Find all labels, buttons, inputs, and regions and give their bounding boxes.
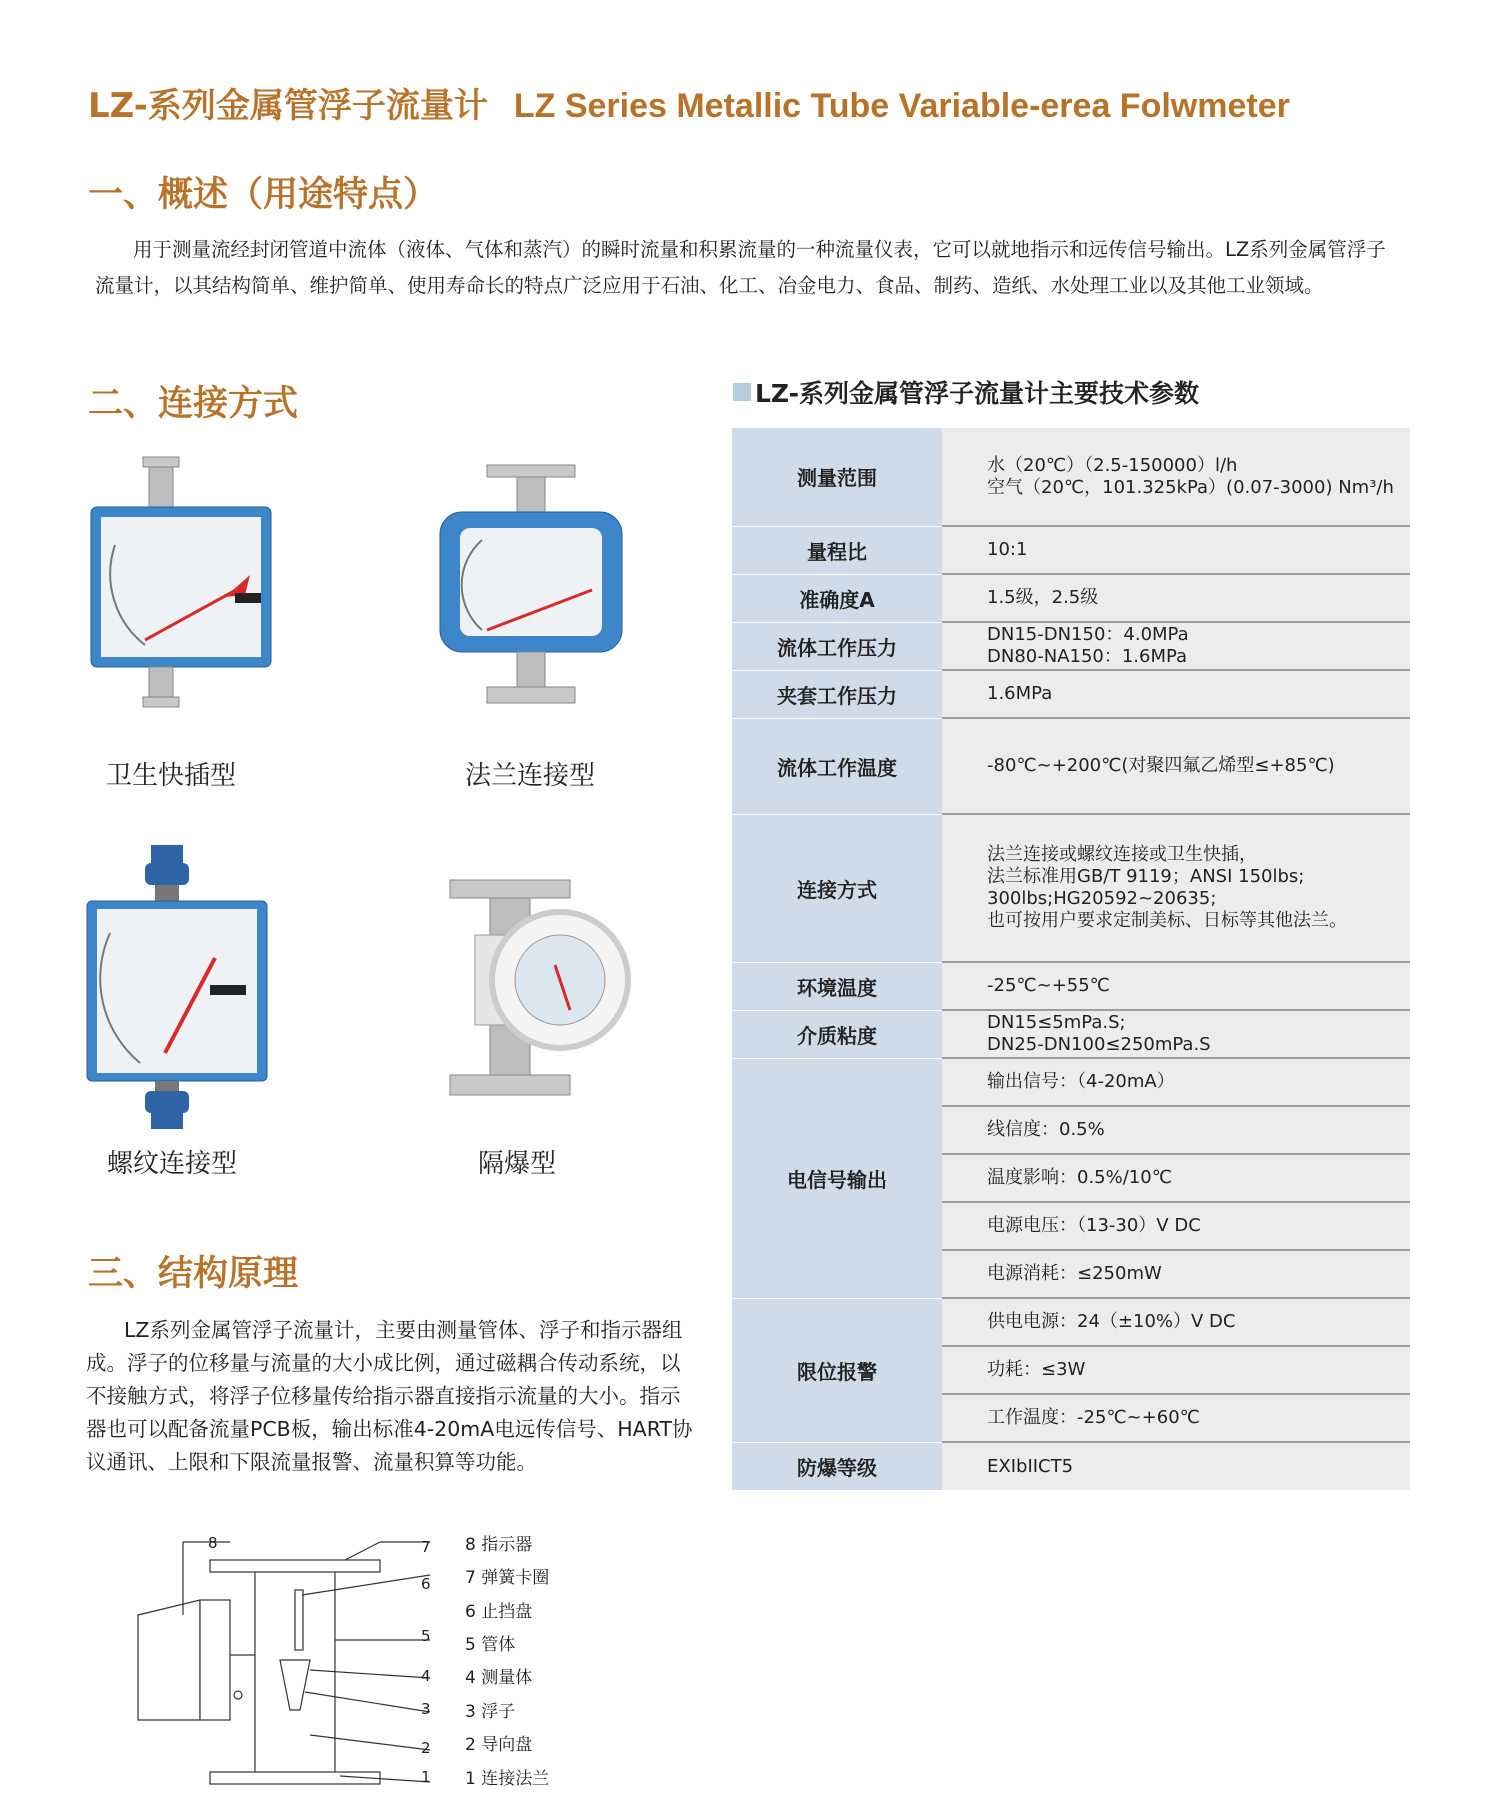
spec-value — [942, 428, 1410, 526]
spec-value: EXIbIICT5 — [942, 1442, 1410, 1490]
table-row — [732, 526, 1410, 574]
legend-item: 2 导向盘 — [465, 1735, 533, 1755]
diagram-number-6: 6 — [421, 1575, 431, 1593]
table-row — [732, 1010, 1410, 1058]
spec-value: 供电电源：24（±10%）V DC — [942, 1298, 1410, 1346]
spec-value: 线信度：0.5% — [942, 1106, 1410, 1154]
spec-value-line: DN15≤5mPa.S; — [987, 1012, 1126, 1033]
spec-key: 夹套工作压力 — [732, 670, 942, 718]
spec-value: 工作温度：-25℃~+60℃ — [942, 1394, 1410, 1442]
table-row — [732, 1442, 1410, 1490]
spec-value-line: 法兰连接或螺纹连接或卫生快插， — [987, 844, 1257, 865]
diagram-number-2: 2 — [421, 1739, 431, 1757]
table-row — [732, 1298, 1410, 1346]
spec-value-line: DN25-DN100≤250mPa.S — [987, 1034, 1211, 1055]
spec-value-line: 水（20℃）（2.5-150000）l/h — [987, 454, 1238, 476]
table-row — [732, 670, 1410, 718]
table-row — [732, 962, 1410, 1010]
caption-flange: 法兰连接型 — [465, 761, 596, 791]
spec-value: 温度影响：0.5%/10℃ — [942, 1154, 1410, 1202]
legend-item: 4 测量体 — [465, 1668, 533, 1688]
spec-value: 输出信号：（4-20mA） — [942, 1058, 1410, 1106]
caption-explosion-proof: 隔爆型 — [478, 1149, 557, 1179]
spec-key: 测量范围 — [732, 428, 942, 526]
spec-key: 防爆等级 — [732, 1442, 942, 1490]
section3-body: LZ系列金属管浮子流量计，主要由测量管体、浮子和指示器组成。浮子的位移量与流量的大小成比例，通过磁耦合传动系统，以不接触方式，将浮子位移量传给指示器直接指示流量的大小。指示器也可以配备流量PCB板，输出标准4-20mA电远传信号、HART协议通讯、上限和下限流量报警、流量积算等功能。 — [86, 1318, 693, 1474]
product-thread-image — [85, 843, 275, 1133]
spec-value: 1.5级，2.5级 — [942, 574, 1410, 622]
spec-key: 流体工作压力 — [732, 622, 942, 670]
spec-title — [733, 374, 1199, 410]
spec-value-line: DN80-NA150：1.6MPa — [987, 646, 1188, 667]
table-row — [732, 1058, 1410, 1106]
legend-item: 6 止挡盘 — [465, 1602, 533, 1622]
spec-value: 电源消耗：≤250mW — [942, 1250, 1410, 1298]
spec-key: 电信号输出 — [732, 1058, 942, 1298]
spec-key: 流体工作温度 — [732, 718, 942, 814]
table-row — [732, 428, 1410, 526]
spec-value: 功耗：≤3W — [942, 1346, 1410, 1394]
section1-heading: 一、概述（用途特点） — [88, 175, 439, 215]
section2-heading: 二、连接方式 — [88, 384, 299, 424]
spec-value: 电源电压：（13-30）V DC — [942, 1202, 1410, 1250]
legend-item: 3 浮子 — [465, 1702, 516, 1722]
spec-title-text: LZ-系列金属管浮子流量计主要技术参数 — [755, 379, 1199, 408]
spec-key: 准确度A — [732, 574, 942, 622]
legend-item: 8 指示器 — [465, 1535, 533, 1555]
table-row — [732, 718, 1410, 814]
spec-value-line: 300lbs;HG20592~20635; — [987, 888, 1217, 909]
diagram-number-3: 3 — [421, 1700, 431, 1718]
spec-key: 环境温度 — [732, 962, 942, 1010]
diagram-number-8: 8 — [208, 1534, 218, 1552]
diagram-number-5: 5 — [421, 1627, 431, 1645]
diagram-number-7: 7 — [421, 1538, 431, 1556]
section1-body: 用于测量流经封闭管道中流体（液体、气体和蒸汽）的瞬时流量和积累流量的一种流量仪表，它可以就地指示和远传信号输出。LZ系列金属管浮子流量计，以其结构简单、维护简单、使用寿命长的特点广泛应用于石油、化工、冶金电力、食品、制药、造纸、水处理工业以及其他工业领域。 — [95, 238, 1386, 297]
spec-table — [732, 428, 1410, 1491]
title-square-icon — [733, 383, 751, 401]
spec-key: 连接方式 — [732, 814, 942, 962]
spec-value — [942, 622, 1410, 670]
section3-heading: 三、结构原理 — [88, 1254, 299, 1294]
spec-value: -25℃~+55℃ — [942, 962, 1410, 1010]
spec-value: -80℃~+200℃(对聚四氟乙烯型≤+85℃) — [942, 718, 1410, 814]
product-explosion-proof-image — [445, 875, 640, 1115]
spec-value-line: 法兰标准用GB/T 9119；ANSI 150lbs; — [987, 866, 1305, 887]
spec-value-line: 也可按用户要求定制美标、日标等其他法兰。 — [987, 910, 1347, 931]
legend-item: 5 管体 — [465, 1635, 516, 1655]
diagram-number-1: 1 — [421, 1768, 431, 1786]
caption-thread: 螺纹连接型 — [107, 1149, 238, 1179]
spec-value-line: DN15-DN150：4.0MPa — [987, 624, 1189, 645]
product-flange-image — [432, 460, 632, 725]
caption-sanitary: 卫生快插型 — [106, 761, 237, 791]
page-title — [88, 78, 1290, 127]
spec-value-line: 空气（20℃，101.325kPa）(0.07-3000) Nm³/h — [987, 476, 1394, 498]
legend-item: 1 连接法兰 — [465, 1769, 550, 1789]
table-row — [732, 574, 1410, 622]
spec-value — [942, 1010, 1410, 1058]
spec-key: 介质粘度 — [732, 1010, 942, 1058]
product-sanitary-image — [85, 455, 275, 720]
spec-value: 1.6MPa — [942, 670, 1410, 718]
table-row — [732, 622, 1410, 670]
structure-diagram — [130, 1520, 460, 1790]
title-cn: LZ-系列金属管浮子流量计 — [88, 86, 488, 126]
table-row — [732, 814, 1410, 962]
diagram-number-4: 4 — [421, 1667, 431, 1685]
spec-key: 量程比 — [732, 526, 942, 574]
spec-key: 限位报警 — [732, 1298, 942, 1442]
spec-value: 10:1 — [942, 526, 1410, 574]
legend-item: 7 弹簧卡圈 — [465, 1568, 550, 1588]
spec-value — [942, 814, 1410, 962]
title-en: LZ Series Metallic Tube Variable-erea Folwmeter — [513, 87, 1290, 125]
